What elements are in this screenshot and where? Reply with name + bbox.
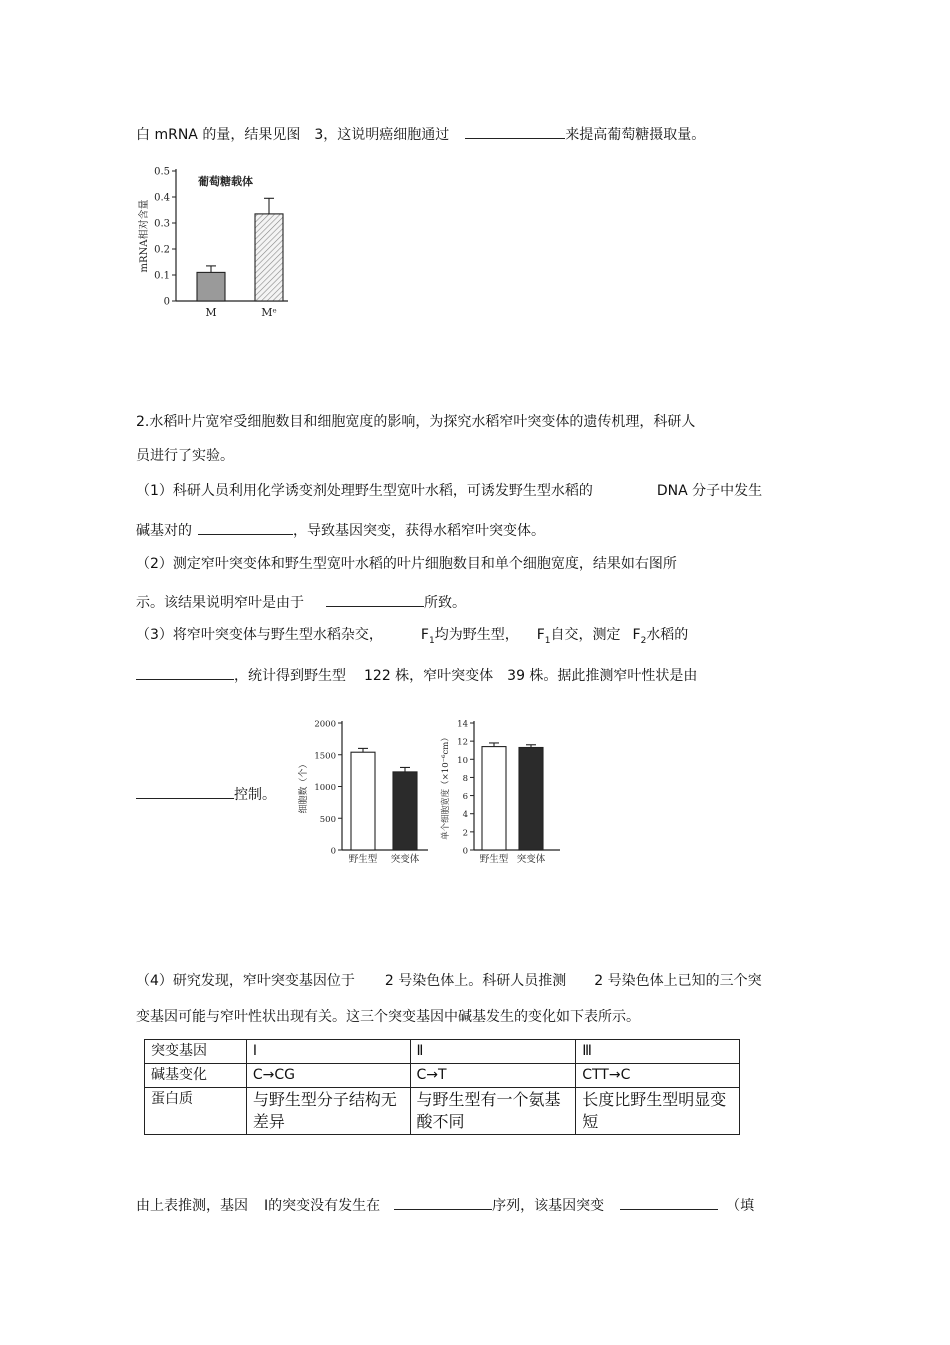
text-line [136, 592, 466, 612]
y-tick-label: 8 [462, 773, 468, 784]
text: （填 [726, 1198, 755, 1214]
text: Ⅰ的突变没有发生在 [264, 1198, 381, 1214]
text-line [136, 520, 545, 540]
text: 由上表推测，基因 [136, 1198, 248, 1214]
text: F [632, 627, 641, 643]
text-line [136, 447, 234, 465]
text: 2 号染色体上。科研人员推测 [384, 973, 567, 989]
text: 来提高葡萄糖摄取量。 [565, 127, 706, 143]
table-cell: Ⅱ [410, 1040, 576, 1064]
text-line [136, 482, 762, 500]
bar [351, 752, 375, 850]
text: 控制。 [234, 787, 276, 803]
text: ，导致基因突变，获得水稻窄叶突变体。 [293, 523, 545, 539]
y-tick-label: 6 [462, 792, 468, 803]
text: 序列，该基因突变 [492, 1198, 605, 1214]
text: DNA 分子中发生 [656, 483, 763, 499]
table-row [145, 1088, 740, 1135]
text: 39 株。据此推测窄叶性状是由 [507, 668, 698, 684]
category-label: 野生型 [348, 854, 378, 865]
text-line [136, 784, 276, 804]
y-tick-label: 2 [462, 828, 468, 839]
text: 示。该结果说明窄叶是由于 [136, 595, 304, 611]
text: 2 号染色体上已知的三个突 [594, 973, 762, 989]
text: 3，这说明癌细胞通过 [314, 127, 450, 143]
subscript: 1 [428, 635, 435, 646]
cell-count-bar-chart [284, 710, 434, 875]
bar [519, 747, 543, 850]
text: 白 mRNA 的量，结果见图 [136, 127, 301, 143]
y-tick-label: 0.1 [154, 270, 170, 282]
text-line [136, 124, 705, 144]
table-row [145, 1040, 740, 1064]
text: 变基因可能与窄叶性状出现有关。这三个突变基因中碱基发生的变化如下表所示。 [136, 1009, 640, 1025]
table-cell: C→CG [246, 1064, 410, 1088]
text: （4）研究发现，窄叶突变基因位于 [136, 973, 355, 989]
mrna-bar-chart [136, 160, 306, 325]
text: （1）科研人员利用化学诱变剂处理野生型宽叶水稻，可诱发野生型水稻的 [136, 483, 593, 499]
text: F [420, 627, 429, 643]
answer-blank[interactable] [136, 665, 234, 680]
text-line [136, 413, 695, 431]
y-tick-label: 0 [330, 846, 336, 857]
text: 均为野生型， [434, 627, 519, 643]
y-tick-label: 4 [462, 810, 468, 821]
table-cell: Ⅰ [246, 1040, 410, 1064]
y-tick-label: 0.4 [154, 192, 170, 204]
text: 所致。 [424, 595, 466, 611]
y-tick-label: 14 [457, 719, 468, 730]
category-label: Mᵉ [261, 306, 277, 319]
answer-blank[interactable] [198, 520, 293, 535]
text: 员进行了实验。 [136, 448, 234, 464]
y-tick-label: 10 [457, 755, 468, 766]
y-tick-label: 0 [163, 296, 170, 308]
table-row [145, 1064, 740, 1088]
category-label: 野生型 [479, 854, 509, 865]
bar [255, 214, 283, 301]
subscript: 2 [640, 635, 647, 646]
text: F [536, 627, 545, 643]
y-axis-label: 细胞数（个） [299, 759, 309, 814]
text: 2.水稻叶片宽窄受细胞数目和细胞宽度的影响，为探究水稻窄叶突变体的遗传机理，科研人 [136, 414, 696, 430]
table-cell: 长度比野生型明显变短 [576, 1088, 740, 1135]
text: 碱基对的 [136, 523, 192, 539]
answer-blank[interactable] [465, 124, 565, 139]
y-tick-label: 0.3 [154, 218, 170, 230]
table-cell: CTT→C [576, 1064, 740, 1088]
y-axis-label: mRNA相对含量 [139, 199, 150, 273]
table-cell: 蛋白质 [145, 1088, 247, 1135]
text: 122 株，窄叶突变体 [364, 668, 494, 684]
table-cell: 与野生型有一个氨基酸不同 [410, 1088, 576, 1135]
y-tick-label: 1500 [314, 751, 336, 762]
category-label: 突变体 [516, 854, 546, 865]
table-cell: 与野生型分子结构无差异 [246, 1088, 410, 1135]
text: ，统计得到野生型 [234, 668, 346, 684]
table-cell: 突变基因 [145, 1040, 247, 1064]
y-tick-label: 500 [319, 814, 336, 825]
text-line [136, 972, 762, 990]
y-axis-label: 单个细胞宽度（×10⁻⁶cm） [441, 733, 451, 840]
text-line [136, 1195, 754, 1215]
answer-blank[interactable] [136, 784, 234, 799]
text: （3）将窄叶突变体与野生型水稻杂交， [136, 627, 383, 643]
table-cell: C→T [410, 1064, 576, 1088]
table-cell: 碱基变化 [145, 1064, 247, 1088]
answer-blank[interactable] [394, 1195, 492, 1210]
y-tick-label: 0.2 [154, 244, 170, 256]
answer-blank[interactable] [620, 1195, 718, 1210]
bar [197, 272, 225, 301]
bar [482, 747, 506, 850]
text-line [136, 665, 697, 685]
cell-width-bar-chart [438, 710, 568, 875]
category-label: 突变体 [390, 854, 420, 865]
text-line [136, 626, 688, 650]
table-cell: Ⅲ [576, 1040, 740, 1064]
subscript: 1 [544, 635, 551, 646]
text-line [136, 555, 677, 573]
text: 自交，测定 [550, 627, 621, 643]
answer-blank[interactable] [326, 592, 424, 607]
chart-title: 葡萄糖载体 [198, 175, 253, 188]
mutation-table [144, 1039, 740, 1135]
bar [393, 772, 417, 850]
y-tick-label: 2000 [314, 719, 336, 730]
y-tick-label: 0 [462, 846, 468, 857]
text: （2）测定窄叶突变体和野生型宽叶水稻的叶片细胞数目和单个细胞宽度，结果如右图所 [136, 556, 677, 572]
y-tick-label: 12 [457, 737, 468, 748]
text-line [136, 1008, 640, 1026]
text: 水稻的 [646, 627, 689, 643]
y-tick-label: 1000 [314, 783, 336, 793]
category-label: M [205, 306, 217, 319]
y-tick-label: 0.5 [154, 166, 170, 178]
